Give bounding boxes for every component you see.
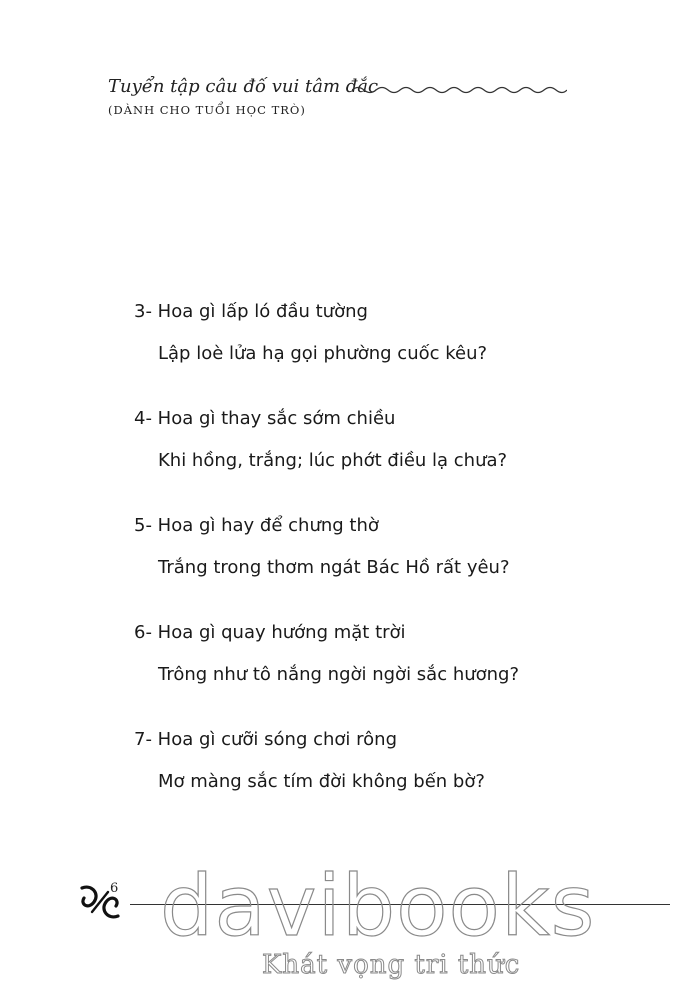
wave-line-icon [352,84,567,96]
riddle-item [134,621,519,687]
running-header-subtitle: (DÀNH CHO TUỔI HỌC TRÒ) [108,103,306,117]
riddle-list [134,300,519,835]
riddle-continuation-line: Mơ màng sắc tím đời không bến bờ? [158,771,485,792]
riddle-question-line: 4- Hoa gì thay sắc sớm chiều [134,408,396,429]
riddle-question-line: 6- Hoa gì quay hướng mặt trời [134,622,406,643]
riddle-item [134,728,519,794]
riddle-continuation-line: Khi hồng, trắng; lúc phớt điều lạ chưa? [158,450,508,471]
watermark-brand: davibooks [160,857,596,955]
riddle-question-line: 3- Hoa gì lấp ló đầu tường [134,301,368,322]
riddle-question-line: 7- Hoa gì cưỡi sóng chơi rông [134,729,397,750]
riddle-continuation-line: Lập loè lửa hạ gọi phường cuốc kêu? [158,343,488,364]
riddle-item [134,407,519,473]
running-header-title: Tuyển tập câu đố vui tâm đắc [108,76,379,97]
riddle-item [134,300,519,366]
page-number: 6 [110,881,119,896]
riddle-item [134,514,519,580]
riddle-continuation-line: Trắng trong thơm ngát Bác Hồ rất yêu? [158,557,510,578]
riddle-question-line: 5- Hoa gì hay để chưng thờ [134,515,379,536]
riddle-continuation-line: Trông như tô nắng ngời ngời sắc hương? [158,664,520,685]
watermark-tagline: Khát vọng tri thức [262,950,521,980]
